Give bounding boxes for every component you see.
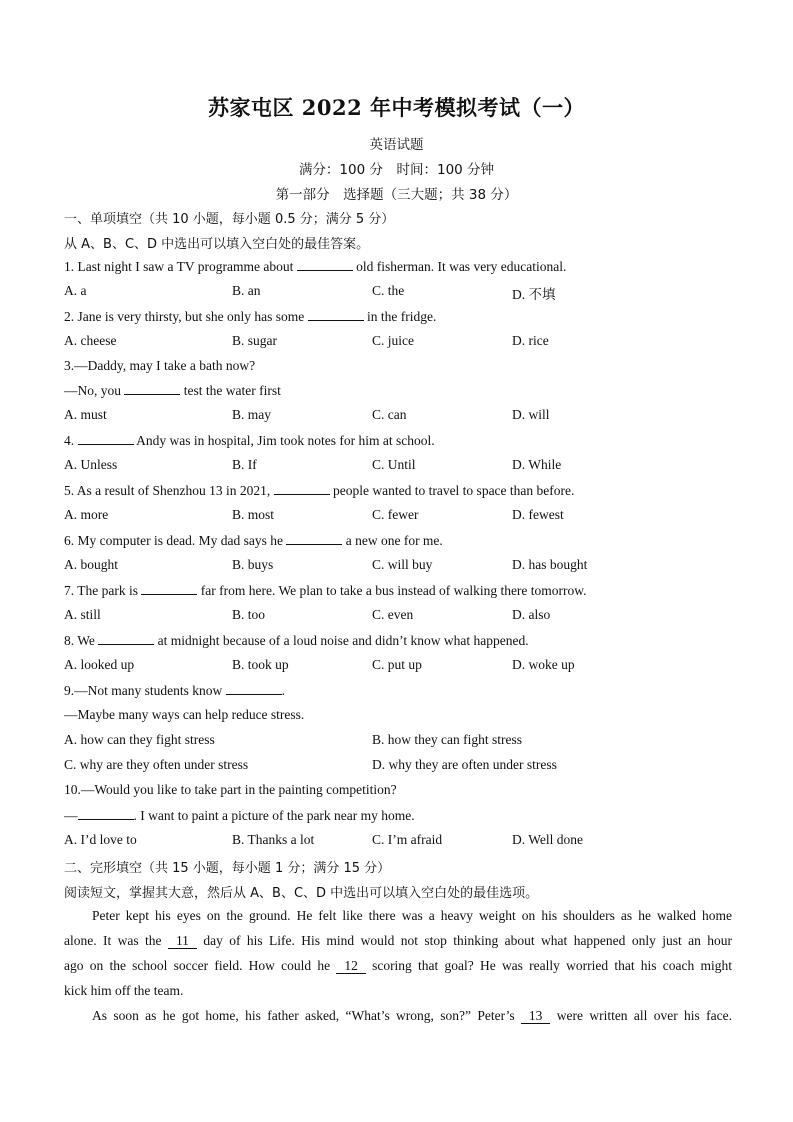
q5-option-b: B. most: [232, 507, 275, 522]
paragraph-line: Peter kept his eyes on the ground. He felt like there was a heavy weight on his shoulders as he walked home: [92, 908, 732, 923]
part-one-heading: 第一部分 选择题（三大题；共 38 分）: [275, 187, 518, 203]
q5-option-c: C. fewer: [372, 507, 419, 522]
question-7-stem: [64, 582, 587, 599]
cloze-blank-12: 12: [336, 959, 366, 974]
stem-text: 7. The park is: [64, 583, 142, 598]
q8-option-c: C. put up: [372, 657, 422, 672]
q8-option-d: D. woke up: [512, 657, 575, 672]
stem-text: . I want to paint a picture of the park near my home.: [133, 808, 415, 823]
q5-option-d: D. fewest: [512, 507, 564, 522]
stem-text: 8. We: [64, 633, 99, 648]
q4-option-c: C. Until: [372, 457, 416, 472]
paragraph-text: ago on the school soccer field. How could he: [64, 958, 337, 973]
q5-option-a: A. more: [64, 507, 109, 522]
stem-text: —: [64, 808, 78, 823]
answer-blank: [286, 532, 342, 545]
q6-option-c: C. will buy: [372, 557, 433, 572]
cloze-blank-13: 13: [521, 1009, 551, 1024]
q1-option-d: D. 不填: [512, 287, 556, 302]
stem-text: test the water first: [180, 383, 281, 398]
question-6-stem: [64, 532, 443, 549]
question-3-stem: [64, 382, 281, 399]
paragraph-text: were written all over his face.: [550, 1008, 732, 1023]
stem-text: Andy was in hospital, Jim took notes for him at school.: [133, 433, 435, 448]
answer-blank: [308, 308, 364, 321]
paragraph-line: [64, 928, 732, 953]
question-4-stem: [64, 432, 435, 449]
q1-option-a: A. a: [64, 283, 87, 298]
question-9-stem: [64, 682, 285, 699]
question-2-stem: [64, 308, 436, 325]
paragraph-line: [64, 953, 732, 978]
question-5-stem: [64, 482, 574, 499]
paragraph-text: scoring that goal? He was really worried that his coach might: [365, 958, 732, 973]
q2-option-a: A. cheese: [64, 333, 117, 348]
paragraph-text: alone. It was the: [64, 933, 168, 948]
q8-option-b: B. took up: [232, 657, 289, 672]
answer-blank: [78, 807, 134, 820]
stem-text: 4.: [64, 433, 78, 448]
q8-option-a: A. looked up: [64, 657, 135, 672]
score-time-label: 满分：100 分 时间：100 分钟: [298, 162, 495, 178]
question-8-stem: [64, 632, 529, 649]
answer-blank: [98, 632, 154, 645]
q10-option-c: C. I’m afraid: [372, 832, 443, 847]
q10-option-a: A. I’d love to: [64, 832, 137, 847]
answer-blank: [274, 482, 330, 495]
paragraph-text: As soon as he got home, his father asked, “What’s wrong, son?” Peter’s: [92, 1008, 521, 1023]
answer-blank: [141, 582, 197, 595]
q10-option-b: B. Thanks a lot: [232, 832, 315, 847]
subject-label: 英语试题: [369, 137, 424, 153]
q1-option-b: B. an: [232, 283, 261, 298]
q2-option-d: D. rice: [512, 333, 549, 348]
question-10-stem: [64, 807, 415, 824]
q9-option-c: C. why are they often under stress: [64, 757, 249, 772]
stem-text: at midnight because of a loud noise and didn’t know what happened.: [154, 633, 529, 648]
exam-title: 苏家屯区 2022 年中考模拟考试（一）: [207, 95, 586, 120]
q4-option-b: B. If: [232, 457, 257, 472]
cloze-paragraph-1: [64, 903, 732, 1003]
stem-text: 1. Last night I saw a TV programme about: [64, 259, 297, 274]
stem-text: far from here. We plan to take a bus instead of walking there tomorrow.: [197, 583, 587, 598]
question-3-line1: 3.—Daddy, may I take a bath now?: [64, 358, 256, 373]
q3-option-c: C. can: [372, 407, 407, 422]
cloze-paragraph-2: [64, 1003, 732, 1028]
stem-text: .: [281, 683, 285, 698]
q7-option-c: C. even: [372, 607, 414, 622]
q2-option-c: C. juice: [372, 333, 414, 348]
q6-option-b: B. buys: [232, 557, 274, 572]
stem-text: 9.—Not many students know: [64, 683, 226, 698]
q6-option-d: D. has bought: [512, 557, 588, 572]
answer-blank: [78, 432, 134, 445]
answer-blank: [226, 682, 282, 695]
answer-blank: [297, 258, 353, 271]
q6-option-a: A. bought: [64, 557, 118, 572]
q9-option-d: D. why they are often under stress: [372, 757, 557, 772]
paragraph-line: [64, 1003, 732, 1028]
stem-text: —No, you: [64, 383, 125, 398]
q3-option-b: B. may: [232, 407, 271, 422]
stem-text: in the fridge.: [363, 309, 437, 324]
cloze-blank-11: 11: [168, 934, 197, 949]
section1-instruction: 从 A、B、C、D 中选出可以填入空白处的最佳答案。: [64, 237, 370, 252]
q3-option-a: A. must: [64, 407, 107, 422]
q1-option-c: C. the: [372, 283, 405, 298]
q10-option-d: D. Well done: [512, 832, 584, 847]
question-10-line1: 10.—Would you like to take part in the painting competition?: [64, 782, 397, 797]
q9-option-a: A. how can they fight stress: [64, 732, 215, 747]
answer-blank: [124, 382, 180, 395]
q4-option-a: A. Unless: [64, 457, 118, 472]
q4-option-d: D. While: [512, 457, 562, 472]
q9-option-b: B. how they can fight stress: [372, 732, 522, 747]
q7-option-d: D. also: [512, 607, 551, 622]
stem-text: old fisherman. It was very educational.: [352, 259, 567, 274]
question-1-stem: [64, 258, 566, 275]
section1-heading: 一、单项填空（共 10 小题，每小题 0.5 分；满分 5 分）: [64, 212, 395, 227]
question-9-line2: —Maybe many ways can help reduce stress.: [64, 707, 305, 722]
stem-text: a new one for me.: [342, 533, 443, 548]
q7-option-b: B. too: [232, 607, 266, 622]
q3-option-d: D. will: [512, 407, 550, 422]
q7-option-a: A. still: [64, 607, 101, 622]
paragraph-text: day of his Life. His mind would not stop thinking about what happened only just an hour: [196, 933, 732, 948]
section2-heading: 二、完形填空（共 15 小题，每小题 1 分；满分 15 分）: [64, 861, 391, 876]
stem-text: 5. As a result of Shenzhou 13 in 2021,: [64, 483, 274, 498]
stem-text: people wanted to travel to space than before.: [329, 483, 575, 498]
q2-option-b: B. sugar: [232, 333, 277, 348]
stem-text: 2. Jane is very thirsty, but she only has some: [64, 309, 308, 324]
paragraph-line: kick him off the team.: [64, 983, 184, 998]
section2-instruction: 阅读短文，掌握其大意，然后从 A、B、C、D 中选出可以填入空白处的最佳选项。: [64, 886, 539, 901]
stem-text: 6. My computer is dead. My dad says he: [64, 533, 287, 548]
